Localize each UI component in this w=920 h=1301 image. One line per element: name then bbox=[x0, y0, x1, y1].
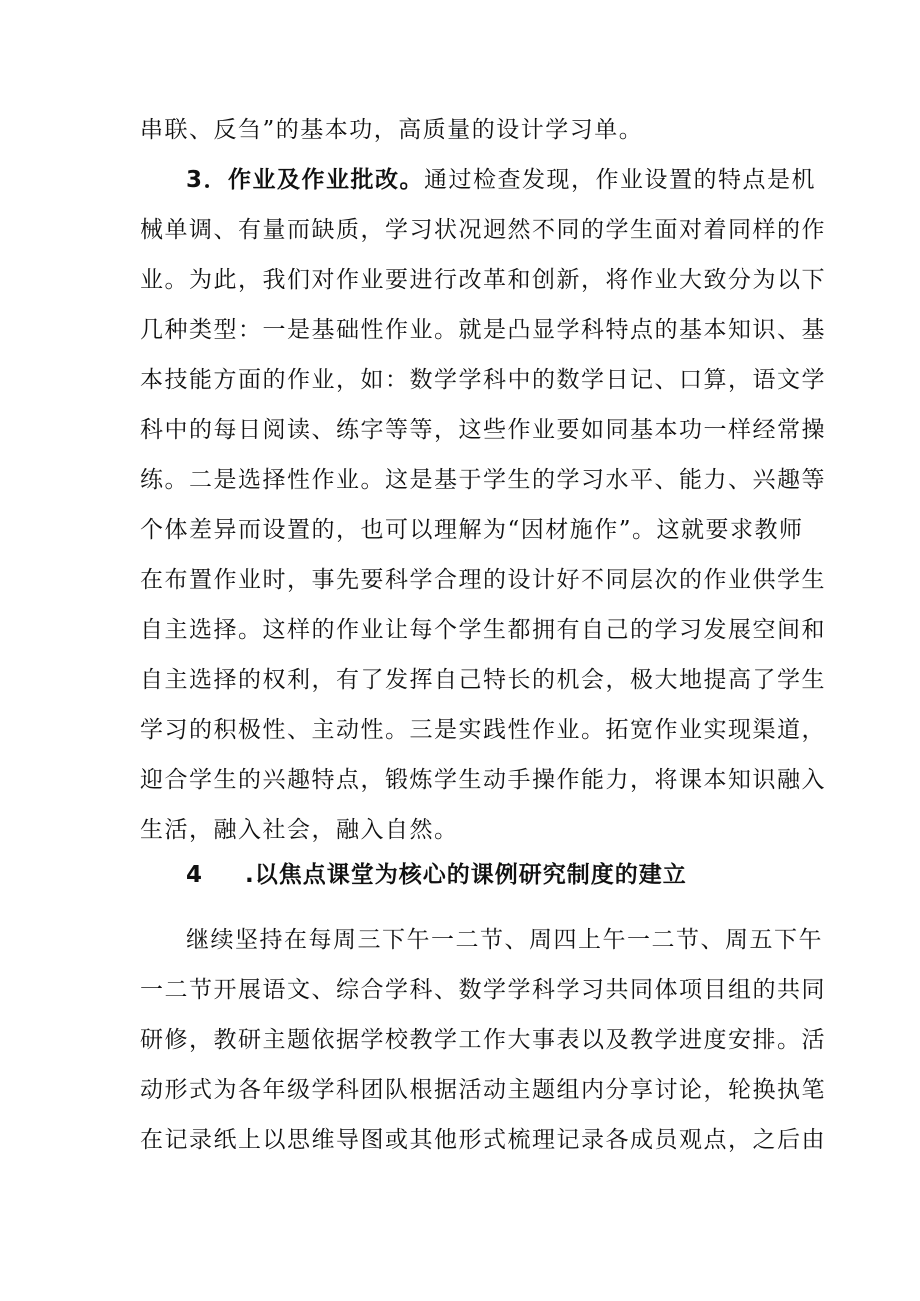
section4-title: .以焦点课堂为核心的课例研究制度的建立 bbox=[245, 862, 687, 888]
section3-line: 个体差异而设置的，也可以理解为“因材施作”。这就要求教师 bbox=[140, 517, 804, 543]
section3-line: 业。为此，我们对作业要进行改革和创新，将作业大致分为以下 bbox=[140, 267, 826, 293]
section4-line: 一二节开展语文、综合学科、数学学科学习共同体项目组的共同 bbox=[140, 977, 826, 1003]
section3-line: 本技能方面的作业，如：数学学科中的数学日记、口算，语文学 bbox=[140, 367, 826, 393]
section3-line: 迎合学生的兴趣特点，锻炼学生动手操作能力，将课本知识融入 bbox=[140, 767, 826, 793]
section3-line: 学习的积极性、主动性。三是实践性作业。拓宽作业实现渠道， bbox=[140, 717, 826, 743]
section3-line: 科中的每日阅读、练字等等，这些作业要如同基本功一样经常操 bbox=[140, 417, 826, 443]
intro-line: 串联、反刍”的基本功，高质量的设计学习单。 bbox=[140, 117, 644, 143]
section3-line: 自主选择的权利，有了发挥自己特长的机会，极大地提高了学生 bbox=[140, 667, 826, 693]
section3-title: 3．作业及作业批改。 bbox=[186, 167, 425, 193]
section4-line: 在记录纸上以思维导图或其他形式梳理记录各成员观点，之后由 bbox=[140, 1127, 826, 1153]
section3-line: 自主选择。这样的作业让每个学生都拥有自己的学习发展空间和 bbox=[140, 617, 826, 643]
section4-first-line: 继续坚持在每周三下午一二节、周四上午一二节、周五下午 bbox=[186, 927, 823, 953]
section4-line: 动形式为各年级学科团队根据活动主题组内分享讨论，轮换执笔 bbox=[140, 1077, 826, 1103]
section3-line: 几种类型：一是基础性作业。就是凸显学科特点的基本知识、基 bbox=[140, 317, 826, 343]
section3-first-line-text: 通过检查发现，作业设置的特点是机 bbox=[424, 167, 817, 193]
section3-line: 生活，融入社会，融入自然。 bbox=[140, 817, 459, 843]
section3-line: 练。二是选择性作业。这是基于学生的学习水平、能力、兴趣等 bbox=[140, 467, 826, 493]
section3-line: 在布置作业时，事先要科学合理的设计好不同层次的作业供学生 bbox=[140, 567, 826, 593]
section3-first-line bbox=[186, 165, 817, 195]
section4-number: 4 bbox=[186, 862, 203, 888]
section4-line: 研修，教研主题依据学校教学工作大事表以及教学进度安排。活 bbox=[140, 1027, 826, 1053]
section3-line: 械单调、有量而缺质，学习状况迥然不同的学生面对着同样的作 bbox=[140, 217, 826, 243]
